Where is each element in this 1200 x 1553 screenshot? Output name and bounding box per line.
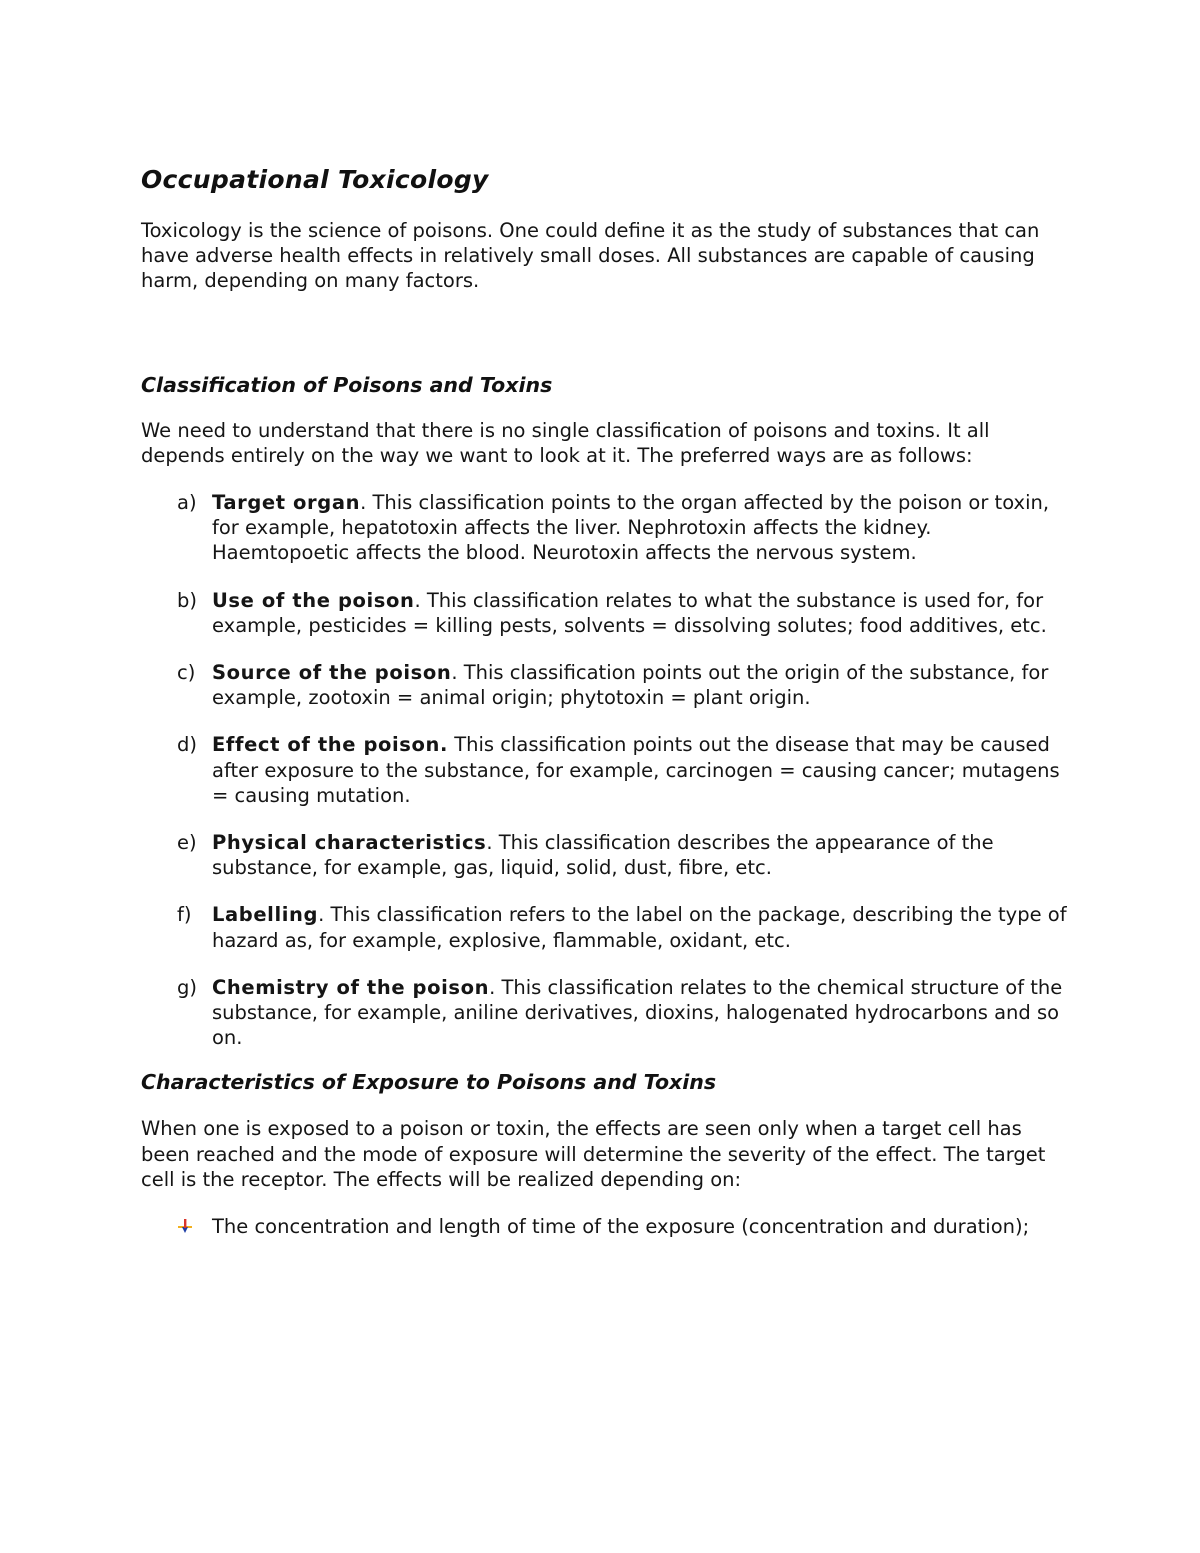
classification-paragraph: We need to understand that there is no single classification of poisons and toxins. It all depends entirely on the way we want to look at it. The preferred ways are as follows:	[141, 418, 990, 467]
list-item	[141, 830, 1071, 880]
list-item	[141, 1214, 1071, 1239]
list-item-term: Use of the poison	[212, 588, 415, 612]
list-item-text: This classification points out the disease that may be caused after exposure to the substance, for example, carcinogen = causing cancer; mutagens = causing mutation.	[212, 733, 1060, 807]
classification-list	[141, 490, 1071, 1050]
list-item-term: Source of the poison	[212, 661, 452, 685]
list-item-term: Effect of the poison.	[212, 733, 449, 757]
list-item-text: . This classification describes the appearance of the substance, for example, gas, liquid, solid, dust, fibre, etc.	[212, 831, 994, 880]
list-item-text: . This classification relates to the chemical structure of the substance, for example, aniline derivatives, dioxins, halogenated hydrocarbons and so on.	[212, 975, 1063, 1050]
list-marker: d)	[177, 733, 197, 757]
list-marker: f)	[177, 903, 192, 927]
list-item	[141, 490, 1071, 566]
list-marker: b)	[177, 588, 197, 612]
list-item	[141, 660, 1071, 710]
list-item-text: . This classification relates to what the substance is used for, for example, pesticides = killing pests, solvents = dissolving solutes; food additives, etc.	[212, 588, 1047, 637]
list-item	[141, 588, 1071, 638]
list-item-term: Physical characteristics	[212, 831, 487, 855]
document-body	[141, 162, 1071, 1239]
down-arrow-bullet-icon	[177, 1218, 193, 1234]
list-item	[141, 732, 1071, 808]
effects-list	[141, 1214, 1071, 1239]
list-item-term: Labelling	[212, 903, 319, 927]
list-marker: a)	[177, 491, 197, 515]
list-marker: c)	[177, 661, 196, 685]
list-item	[141, 902, 1071, 952]
list-item-term: Chemistry of the poison	[212, 975, 490, 999]
classification-heading: Classification of Poisons and Toxins	[141, 372, 553, 397]
list-marker: e)	[177, 831, 197, 855]
characteristics-heading: Characteristics of Exposure to Poisons and Toxins	[141, 1070, 717, 1095]
bullet-stem	[184, 1219, 186, 1228]
list-item	[141, 975, 1071, 1051]
list-item-term: Target organ	[212, 491, 361, 515]
characteristics-paragraph: When one is exposed to a poison or toxin, the effects are seen only when a target cell has been reached and the mode of exposure will determine the severity of the effect. The target cell is the receptor. The effects will be realized depending on:	[141, 1117, 1046, 1191]
list-item-text: The concentration and length of time of the exposure (concentration and duration);	[212, 1215, 1030, 1239]
list-item-text: . This classification points out the origin of the substance, for example, zootoxin = animal origin; phytotoxin = plant origin.	[212, 661, 1049, 710]
list-marker: g)	[177, 975, 197, 999]
document-title: Occupational Toxicology	[141, 165, 489, 194]
intro-paragraph: Toxicology is the science of poisons. One could define it as the study of substances that can have adverse health effects in relatively small doses. All substances are capable of causing harm, depending on many factors.	[141, 219, 1040, 293]
list-item-text: . This classification points to the organ affected by the poison or toxin, for example, hepatotoxin affects the liver. Nephrotoxin affects the kidney. Haemtopoetic affects the blood. Neurotoxin affects the nervous system.	[212, 491, 1050, 565]
list-item-text: . This classification refers to the label on the package, describing the type of hazard as, for example, explosive, flammable, oxidant, etc.	[212, 903, 1067, 952]
